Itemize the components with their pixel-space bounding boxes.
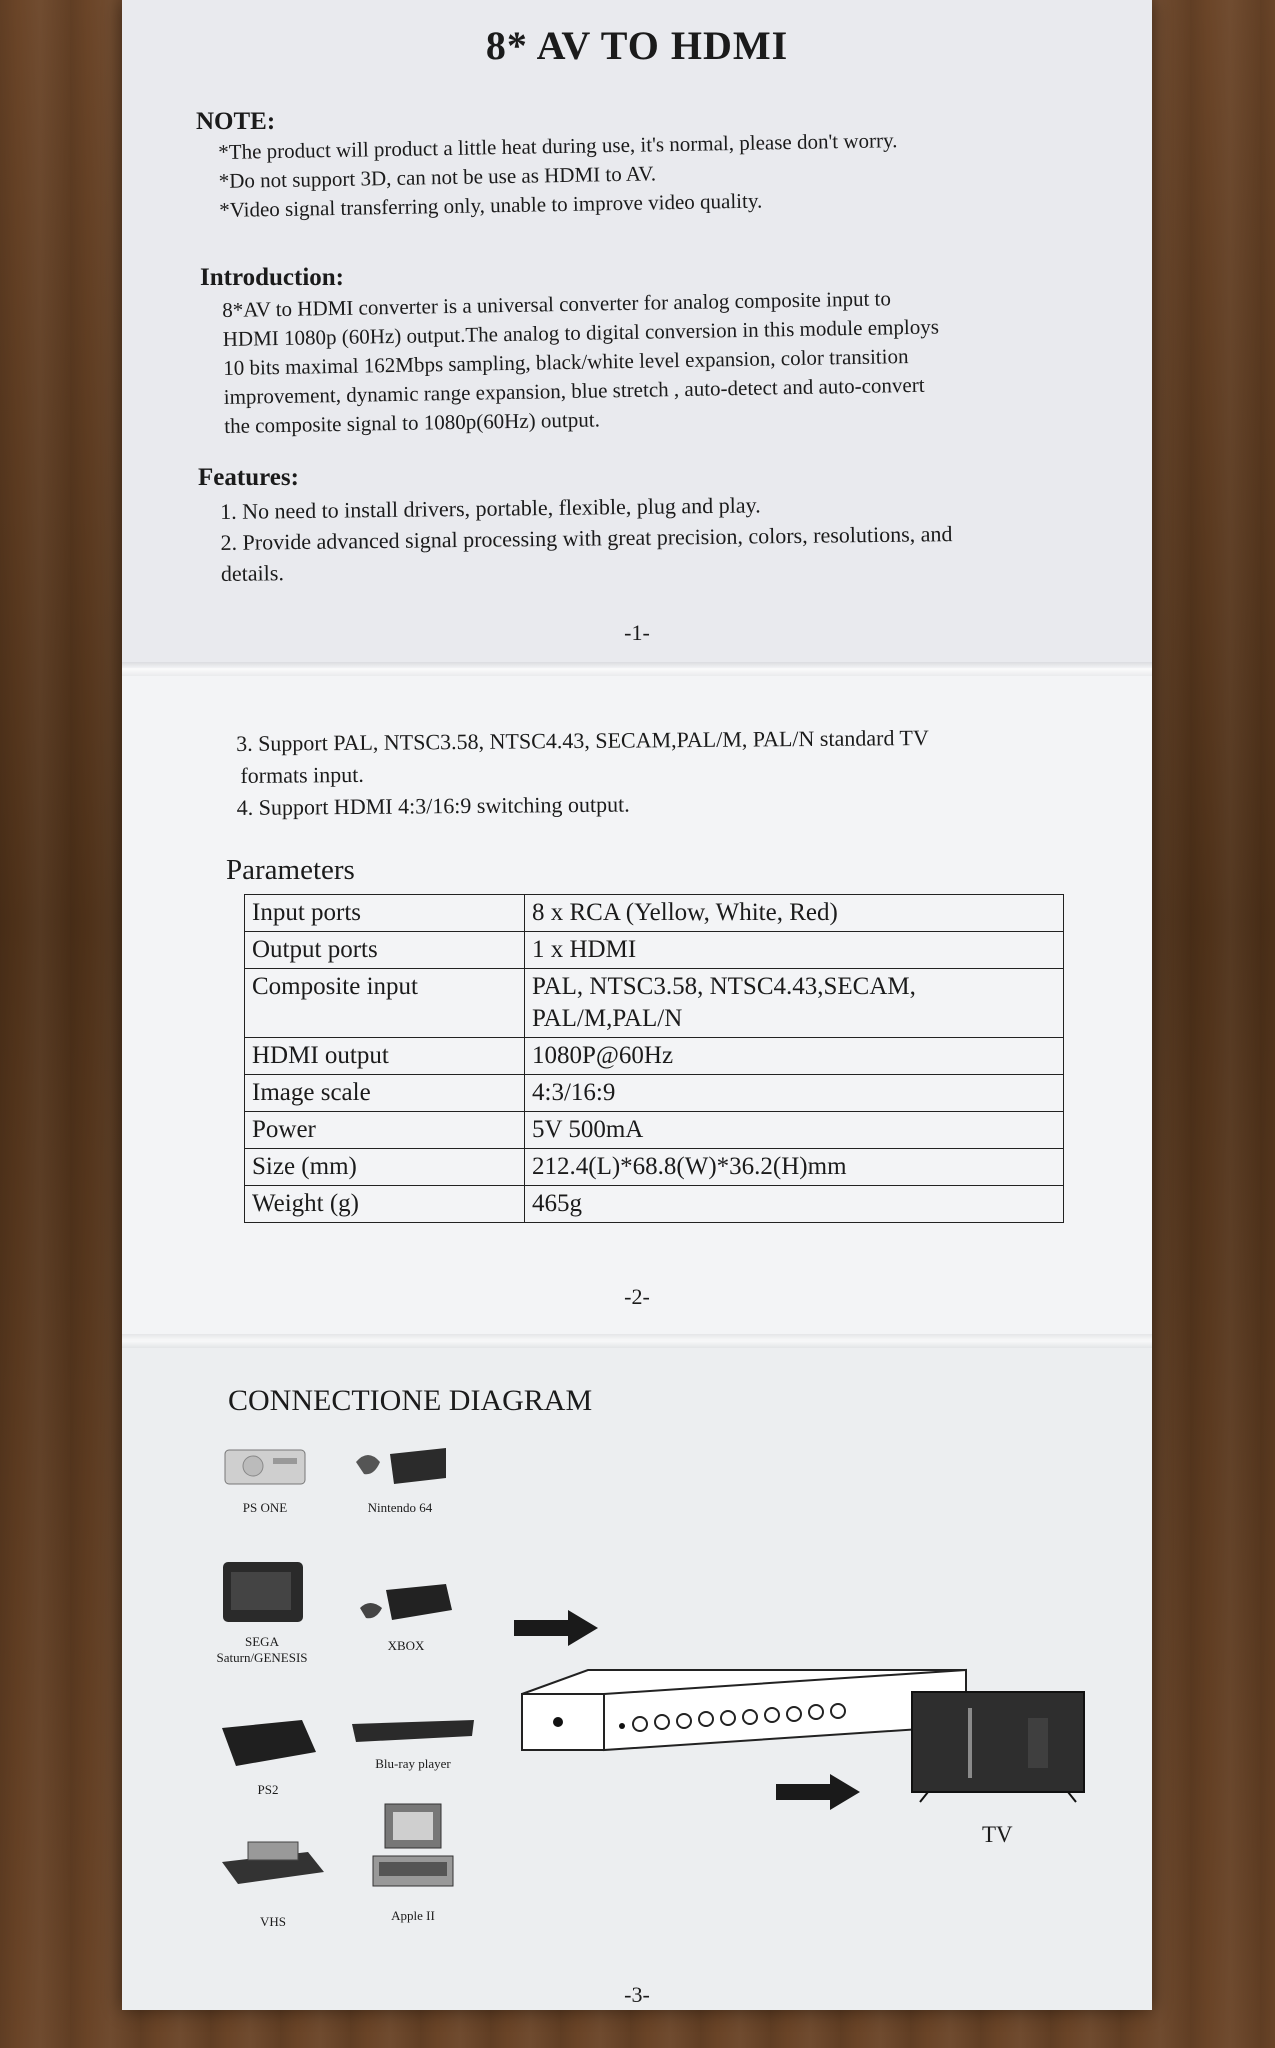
table-row bbox=[245, 1149, 1064, 1186]
nintendo-64-device bbox=[350, 1440, 450, 1516]
features-list-page-2 bbox=[236, 722, 930, 824]
sega-saturn-device bbox=[208, 1558, 316, 1666]
param-key: Power bbox=[245, 1112, 525, 1149]
console-icon bbox=[223, 1440, 307, 1492]
device-caption: Apple II bbox=[391, 1908, 435, 1923]
converter-box-diagram bbox=[518, 1664, 968, 1764]
tv-label: TV bbox=[982, 1822, 1013, 1847]
feature-item: details. bbox=[220, 560, 285, 586]
page-number: -3- bbox=[624, 1982, 650, 2007]
param-key: Output ports bbox=[245, 932, 525, 969]
console-icon bbox=[218, 1716, 318, 1774]
param-value: 1 x HDMI bbox=[525, 932, 1064, 969]
diagram-heading: CONNECTIONE DIAGRAM bbox=[228, 1384, 593, 1417]
ps-one-device bbox=[220, 1440, 310, 1516]
ps2-device bbox=[218, 1716, 318, 1798]
features-heading: Features: bbox=[198, 464, 299, 491]
features-list-page-1 bbox=[220, 487, 953, 589]
feature-item: 1. No need to install drivers, portable, flexible, plug and play. bbox=[220, 492, 761, 524]
device-caption: VHS bbox=[259, 1914, 286, 1929]
device-caption: Nintendo 64 bbox=[367, 1500, 433, 1515]
introduction-line: 10 bits maximal 162Mbps sampling, black/white level expansion, color transition bbox=[223, 344, 909, 380]
introduction-line: HDMI 1080p (60Hz) output.The analog to digital conversion in this module employs bbox=[222, 314, 940, 351]
param-value: PAL, NTSC3.58, NTSC4.43,SECAM, PAL/M,PAL/N bbox=[525, 969, 1064, 1038]
page-number: -1- bbox=[624, 620, 650, 645]
feature-item: 3. Support PAL, NTSC3.58, NTSC4.43, SECAM,PAL/M, PAL/N standard TV bbox=[236, 724, 929, 756]
page-number: -2- bbox=[624, 1284, 650, 1309]
fold-line bbox=[122, 1334, 1152, 1348]
table-row bbox=[245, 1112, 1064, 1149]
player-icon bbox=[348, 1714, 478, 1748]
param-key: HDMI output bbox=[245, 1038, 525, 1075]
feature-item: formats input. bbox=[240, 761, 364, 788]
tv-icon bbox=[908, 1688, 1088, 1806]
note-list bbox=[218, 126, 899, 225]
param-value: 8 x RCA (Yellow, White, Red) bbox=[525, 895, 1064, 932]
param-key: Image scale bbox=[245, 1075, 525, 1112]
introduction-line: 8*AV to HDMI converter is a universal converter for analog composite input to bbox=[222, 286, 892, 322]
param-value: 5V 500mA bbox=[525, 1112, 1064, 1149]
param-value: 4:3/16:9 bbox=[525, 1075, 1064, 1112]
param-key: Composite input bbox=[245, 969, 525, 1038]
param-value: 1080P@60Hz bbox=[525, 1038, 1064, 1075]
table-row bbox=[245, 1075, 1064, 1112]
console-icon bbox=[356, 1580, 456, 1630]
feature-item: 2. Provide advanced signal processing with great precision, colors, resolutions, and bbox=[220, 521, 953, 555]
device-caption: SEGA Saturn/GENESIS bbox=[216, 1634, 308, 1665]
console-icon bbox=[350, 1440, 450, 1492]
introduction-text bbox=[222, 284, 941, 441]
document-title: 8* AV TO HDMI bbox=[485, 23, 789, 68]
param-value: 465g bbox=[525, 1186, 1064, 1223]
parameters-heading: Parameters bbox=[226, 854, 355, 886]
table-row bbox=[245, 1186, 1064, 1223]
xbox-device bbox=[356, 1580, 456, 1654]
parameters-table bbox=[244, 894, 1064, 1223]
param-key: Weight (g) bbox=[245, 1186, 525, 1223]
arrow-right-icon bbox=[776, 1772, 860, 1812]
table-row bbox=[245, 1038, 1064, 1075]
vhs-icon bbox=[218, 1832, 328, 1892]
device-caption: PS ONE bbox=[242, 1500, 288, 1515]
note-line: *Video signal transferring only, unable to improve video quality. bbox=[219, 188, 763, 222]
device-caption: XBOX bbox=[387, 1638, 425, 1653]
table-row bbox=[245, 969, 1064, 1038]
note-line: *The product will product a little heat during use, it's normal, please don't worry. bbox=[218, 128, 898, 164]
param-value: 212.4(L)*68.8(W)*36.2(H)mm bbox=[525, 1149, 1064, 1186]
param-key: Size (mm) bbox=[245, 1149, 525, 1186]
computer-icon bbox=[363, 1800, 463, 1900]
table-row bbox=[245, 932, 1064, 969]
apple-ii-device bbox=[358, 1800, 468, 1924]
vhs-device bbox=[218, 1832, 328, 1930]
blu-ray-player-device bbox=[348, 1714, 478, 1772]
note-heading: NOTE: bbox=[196, 108, 276, 135]
table-row bbox=[245, 895, 1064, 932]
instruction-leaflet bbox=[122, 0, 1152, 2010]
arrow-right-icon bbox=[514, 1608, 598, 1648]
device-caption: Blu-ray player bbox=[375, 1756, 451, 1771]
introduction-line: the composite signal to 1080p(60Hz) output. bbox=[224, 407, 601, 438]
device-caption: PS2 bbox=[257, 1782, 279, 1797]
note-line: *Do not support 3D, can not be use as HDMI to AV. bbox=[218, 161, 657, 193]
param-key: Input ports bbox=[245, 895, 525, 932]
console-icon bbox=[217, 1558, 307, 1626]
feature-item: 4. Support HDMI 4:3/16:9 switching output. bbox=[236, 791, 630, 820]
fold-line bbox=[122, 662, 1152, 676]
introduction-heading: Introduction: bbox=[200, 264, 345, 291]
introduction-line: improvement, dynamic range expansion, blue stretch , auto-detect and auto-convert bbox=[223, 372, 925, 409]
